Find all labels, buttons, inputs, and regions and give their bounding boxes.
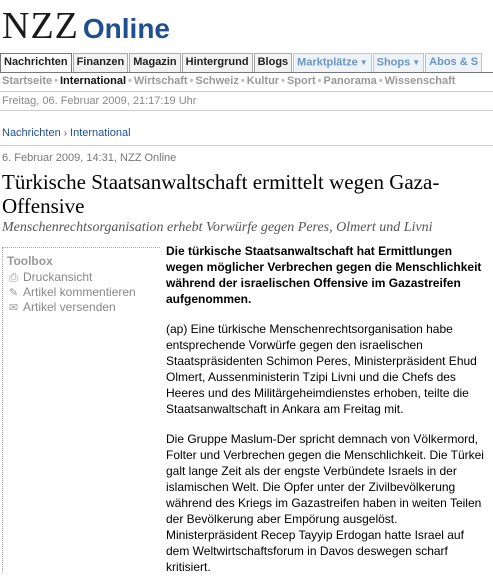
breadcrumb-link-nachrichten[interactable]: Nachrichten bbox=[2, 127, 61, 139]
print-view-label: Druckansicht bbox=[23, 270, 93, 284]
comment-article-label: Artikel kommentieren bbox=[23, 285, 136, 299]
chevron-down-icon: ▼ bbox=[412, 58, 421, 67]
article-meta: 6. Februar 2009, 14:31, NZZ Online bbox=[2, 152, 177, 164]
pencil-icon: ✎ bbox=[8, 287, 19, 299]
tab-abos[interactable] bbox=[425, 53, 482, 72]
tab-label: Shops bbox=[376, 56, 411, 69]
tab-magazin[interactable] bbox=[129, 53, 180, 72]
chevron-down-icon: ▼ bbox=[359, 58, 368, 67]
subnav-item-startseite[interactable]: Startseite bbox=[2, 75, 53, 87]
subnav-separator: • bbox=[128, 75, 132, 87]
envelope-icon: ✉ bbox=[8, 302, 19, 314]
subnav-separator: • bbox=[54, 75, 58, 87]
tab-finanzen[interactable] bbox=[73, 53, 129, 72]
article-lead: Die türkische Staatsanwaltschaft hat Ermittlungen wegen möglicher Verbrechen gegen die Menschlichkeit während der israelischen Offensive im Gazastreifen aufgenommen. bbox=[166, 244, 482, 306]
send-article-link[interactable] bbox=[7, 300, 160, 315]
tab-nachrichten[interactable] bbox=[0, 53, 72, 72]
subnav-item-schweiz[interactable]: Schweiz bbox=[195, 75, 239, 87]
tab-hintergrund[interactable] bbox=[182, 53, 253, 72]
subnav-item-sport[interactable]: Sport bbox=[286, 75, 316, 87]
subnav-item-wirtschaft[interactable]: Wirtschaft bbox=[133, 75, 188, 87]
tab-shops[interactable] bbox=[373, 53, 425, 72]
subnav-separator: • bbox=[189, 75, 194, 87]
article-body bbox=[166, 243, 488, 575]
tab-label: Hintergrund bbox=[185, 56, 249, 68]
tab-label: Nachrichten bbox=[4, 56, 68, 68]
current-date: Freitag, 06. Februar 2009, 21:17:19 Uhr bbox=[0, 91, 493, 111]
tab-label: Finanzen bbox=[76, 56, 125, 68]
logo-nzz-text: NZZ bbox=[2, 5, 79, 47]
send-article-label: Artikel versenden bbox=[23, 300, 116, 314]
chevron-right-icon: › bbox=[63, 128, 68, 139]
site-logo[interactable] bbox=[2, 6, 170, 46]
toolbox-title: Toolbox bbox=[7, 254, 53, 268]
section-subnav bbox=[0, 72, 493, 91]
toolbox bbox=[2, 247, 160, 573]
tab-label: Marktplätze bbox=[297, 56, 358, 69]
main-nav-tabs bbox=[0, 53, 493, 72]
article-paragraph: (ap) Eine türkische Menschenrechtsorganisation habe entsprechende Vorwürfe gegen den israelischen Staatspräsidenten Schimon Peres, Ministerpräsident Ehud Olmert, Aussenministerin Tzipi Livni und die Chefs des Heeres und des Militärgeheimdienstes erhoben, teilte die Staatsanwaltschaft in Ankara am Freitag mit. bbox=[166, 322, 477, 416]
subnav-item-kultur[interactable]: Kultur bbox=[246, 75, 280, 87]
print-view-link[interactable] bbox=[7, 270, 160, 285]
comment-article-link[interactable] bbox=[7, 285, 160, 300]
subnav-item-wissenschaft[interactable]: Wissenschaft bbox=[384, 75, 456, 87]
tab-label: Blogs bbox=[257, 56, 289, 68]
breadcrumb bbox=[2, 127, 131, 139]
print-icon: ⎙ bbox=[9, 272, 18, 284]
article-subheadline: Menschenrechtsorganisation erhebt Vorwürfe gegen Peres, Olmert und Livni bbox=[2, 220, 433, 235]
tab-label: Magazin bbox=[133, 56, 177, 68]
subnav-separator: • bbox=[378, 75, 383, 87]
subnav-item-panorama[interactable]: Panorama bbox=[323, 75, 377, 87]
subnav-item-international[interactable]: International bbox=[60, 75, 127, 87]
tab-label: Abos & S bbox=[429, 56, 479, 68]
breadcrumb-link-international[interactable]: International bbox=[70, 127, 131, 139]
subnav-separator: • bbox=[317, 75, 322, 87]
article-paragraph: Die Gruppe Maslum-Der spricht demnach von Völkermord, Folter und Verbrechen gegen die Menschlichkeit. Die Türkei galt lange Zeit als der engste Verbündete Israels in der islamischen Welt. Die Opfer unter der Zivilbevölkerung während des Kriegs im Gazastreifen haben in weiten Teilen der Bevölkerung aber Empörung ausgelöst. Ministerpräsident Recep Tayyip Erdogan hatte Israel auf dem Weltwirtschaftsforum in Davos deswegen scharf kritisiert. bbox=[166, 432, 484, 574]
divider bbox=[0, 145, 493, 146]
tab-blogs[interactable] bbox=[254, 53, 293, 72]
tab-marktplaetze[interactable] bbox=[293, 53, 371, 72]
logo-online-text: Online bbox=[82, 13, 170, 44]
article-headline: Türkische Staatsanwaltschaft ermittelt wegen Gaza-Offensive bbox=[2, 170, 440, 218]
subnav-separator: • bbox=[281, 75, 285, 87]
subnav-separator: • bbox=[240, 75, 245, 87]
